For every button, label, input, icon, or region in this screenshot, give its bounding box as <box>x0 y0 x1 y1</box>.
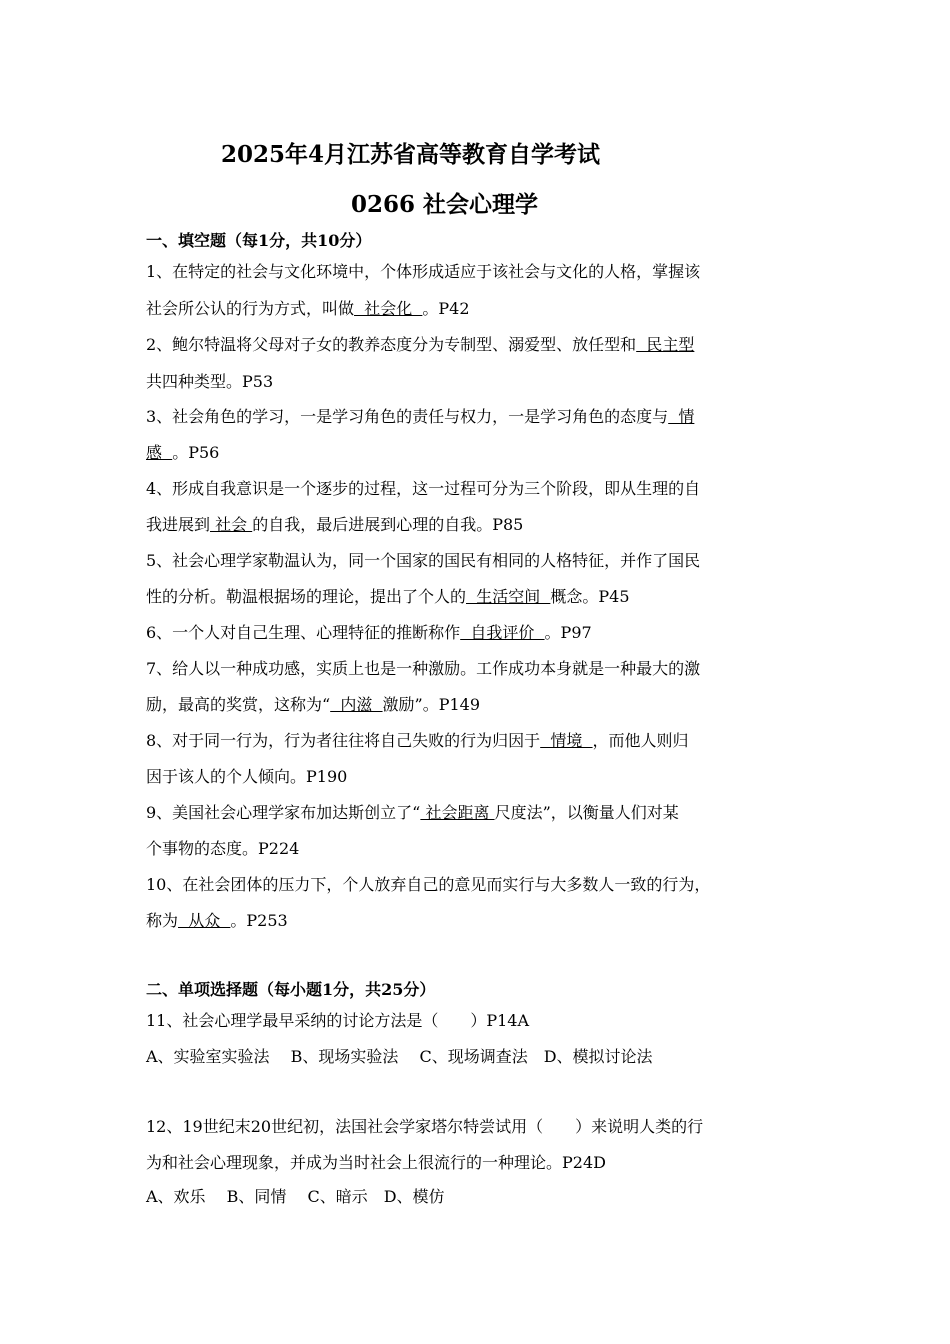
question-7-line-1: 7、给人以一种成功感，实质上也是一种激励。工作成功本身就是一种最大的激 <box>146 659 701 678</box>
answer-blank: 情 <box>668 407 695 426</box>
question-3-line-2 <box>146 443 219 463</box>
answer-blank: 民主型 <box>636 335 695 354</box>
answer-blank: 从众 <box>178 911 231 930</box>
question-text: 8、对于同一行为，行为者往往将自己失败的行为归因于 <box>146 731 541 750</box>
question-12-line-1: 12、19世纪末20世纪初，法国社会学家塔尔特尝试用（ ）来说明人类的行 <box>146 1117 704 1136</box>
question-11-options: A、实验室实验法 B、现场实验法 C、现场调查法 D、模拟讨论法 <box>146 1047 653 1066</box>
question-2-line-2: 共四种类型。P53 <box>146 372 274 391</box>
question-9-line-1 <box>146 803 679 823</box>
question-10-line-1: 10、在社会团体的压力下，个人放弃自己的意见而实行与大多数人一致的行为， <box>146 875 711 894</box>
question-12-line-2: 为和社会心理现象，并成为当时社会上很流行的一种理论。P24D <box>146 1153 606 1172</box>
answer-blank: 情境 <box>540 731 593 750</box>
question-8-line-1 <box>146 731 689 751</box>
question-7-line-2 <box>146 695 480 715</box>
page-ref: 。P97 <box>544 623 592 642</box>
question-8-line-2: 因于该人的个人倾向。P190 <box>146 767 348 786</box>
answer-blank: 社会化 <box>354 299 423 318</box>
question-text: 2、鲍尔特温将父母对子女的教养态度分为专制型、溺爱型、放任型和 <box>146 335 637 354</box>
exam-subtitle: 0266 社会心理学 <box>351 191 539 218</box>
question-10-line-2 <box>146 911 288 931</box>
page-ref: 。P42 <box>422 299 470 318</box>
answer-blank: 生活空间 <box>466 587 551 606</box>
question-text: 6、一个人对自己生理、心理特征的推断称作 <box>146 623 461 642</box>
question-5-line-1: 5、社会心理学家勒温认为，同一个国家的国民有相同的人格特征，并作了国民 <box>146 551 701 570</box>
page-ref: 。P253 <box>230 911 288 930</box>
section-fill-in-heading: 一、填空题（每1分，共10分） <box>146 231 372 250</box>
question-5-line-2 <box>146 587 630 607</box>
question-text: 尺度法”，以衡量人们对某 <box>494 803 679 822</box>
question-text: 我进展到 <box>146 515 211 534</box>
question-6-line-1 <box>146 623 592 643</box>
question-3-line-1 <box>146 407 694 427</box>
question-text: ，而他人则归 <box>592 731 689 750</box>
answer-blank: 内滋 <box>330 695 383 714</box>
question-text: 社会所公认的行为方式，叫做 <box>146 299 355 318</box>
question-1-line-2 <box>146 299 470 319</box>
question-text: 概念。P45 <box>550 587 630 606</box>
question-text: 的自我，最后进展到心理的自我。P85 <box>252 515 524 534</box>
question-text: 性的分析。勒温根据场的理论，提出了个人的 <box>146 587 467 606</box>
question-text: 励，最高的奖赏，这称为“ <box>146 695 331 714</box>
question-1-line-1: 1、在特定的社会与文化环境中，个体形成适应于该社会与文化的人格，掌握该 <box>146 262 701 281</box>
answer-blank: 感 <box>146 443 173 462</box>
answer-blank: 社会距离 <box>420 803 495 822</box>
question-12-options: A、欢乐 B、同情 C、暗示 D、模仿 <box>146 1187 445 1206</box>
question-11-stem: 11、社会心理学最早采纳的讨论方法是（ ）P14A <box>146 1011 530 1030</box>
answer-blank: 社会 <box>210 515 253 534</box>
question-text: 称为 <box>146 911 179 930</box>
section-single-choice-heading: 二、单项选择题（每小题1分，共25分） <box>146 980 436 999</box>
question-4-line-1: 4、形成自我意识是一个逐步的过程，这一过程可分为三个阶段，即从生理的自 <box>146 479 701 498</box>
question-9-line-2: 个事物的态度。P224 <box>146 839 300 858</box>
page-ref: 。P56 <box>172 443 220 462</box>
question-text: 9、美国社会心理学家布加达斯创立了“ <box>146 803 421 822</box>
question-2-line-1 <box>146 335 694 355</box>
question-4-line-2 <box>146 515 523 535</box>
question-text: 3、社会角色的学习，一是学习角色的责任与权力，一是学习角色的态度与 <box>146 407 669 426</box>
question-text: 激励”。P149 <box>382 695 481 714</box>
exam-title: 2025年4月江苏省高等教育自学考试 <box>221 141 601 168</box>
answer-blank: 自我评价 <box>460 623 545 642</box>
